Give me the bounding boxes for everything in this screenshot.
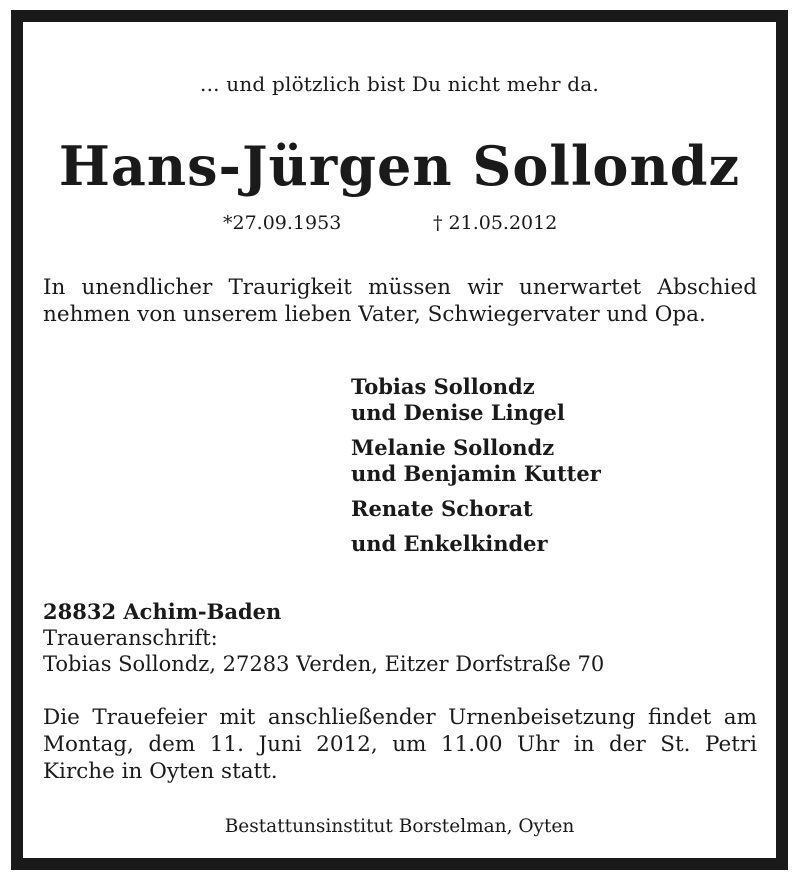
- mourner-name: Tobias Sollondz: [351, 374, 535, 399]
- address-label: Traueranschrift:: [43, 626, 218, 650]
- announcement-text: [43, 274, 757, 328]
- mourner-name: Melanie Sollondz: [351, 435, 555, 460]
- mourner-group: [351, 531, 601, 557]
- mourner-name: Renate Schorat: [351, 496, 533, 521]
- deceased-name: Hans-Jürgen Sollondz: [58, 134, 741, 198]
- address-detail: Tobias Sollondz, 27283 Verden, Eitzer Dorfstraße 70: [43, 652, 605, 676]
- mourner-group: [351, 374, 601, 426]
- mourner-name: und Enkelkinder: [351, 531, 548, 556]
- announcement-line: nehmen von unserem lieben Vater, Schwiegervater und Opa.: [43, 302, 706, 327]
- motto: ... und plötzlich bist Du nicht mehr da.: [200, 72, 599, 96]
- undertaker: Bestattunsinstitut Borstelman, Oyten: [224, 816, 575, 837]
- mourning-address: [43, 599, 604, 677]
- service-line: Montag, dem 11. Juni 2012, um 11.00 Uhr in der St. Petri: [43, 732, 757, 757]
- service-line: Die Trauefeier mit anschließender Urnenbeisetzung findet am: [43, 705, 757, 730]
- mourner-group: [351, 435, 601, 487]
- mourner-group: [351, 496, 601, 522]
- birth-date: *27.09.1953: [223, 212, 342, 234]
- death-date: † 21.05.2012: [433, 212, 558, 234]
- mourner-name: und Benjamin Kutter: [351, 461, 601, 486]
- funeral-service-text: [43, 704, 757, 785]
- obituary-notice: [11, 10, 788, 870]
- address-town: 28832 Achim-Baden: [43, 599, 282, 624]
- mourner-name: und Denise Lingel: [351, 400, 565, 425]
- mourners-list: [351, 374, 601, 566]
- service-line: Kirche in Oyten statt.: [43, 759, 278, 784]
- announcement-line: In unendlicher Traurigkeit müssen wir unerwartet Abschied: [43, 275, 757, 300]
